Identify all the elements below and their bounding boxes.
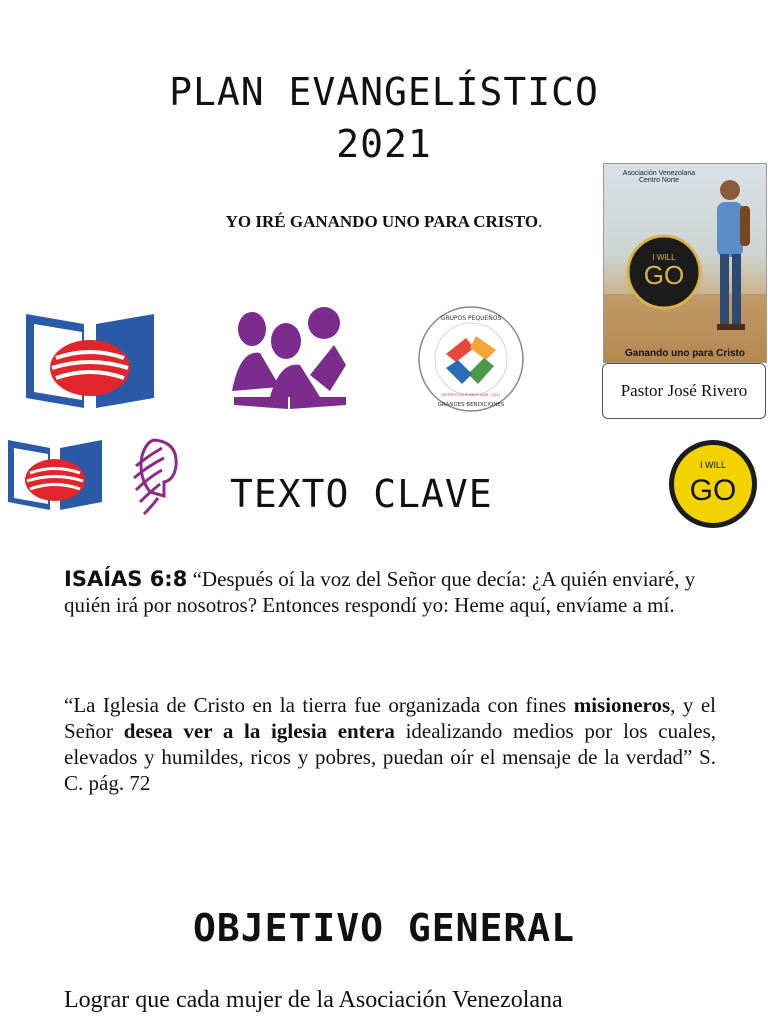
- cover-org-line2: Centro Norte: [638, 177, 680, 184]
- objective-heading: OBJETIVO GENERAL: [192, 906, 576, 950]
- small-groups-logo: [416, 304, 526, 414]
- badge-small-text: I WILL: [699, 460, 727, 470]
- women-ministry-logo: [128, 436, 182, 526]
- groups-logo-bottom-text: GRANDES BENDICIONES: [437, 402, 505, 408]
- quote-bold-2: desea ver a la iglesia entera: [123, 719, 395, 743]
- quote-text-1: “La Iglesia de Cristo en la tierra fue organizada con fines: [64, 693, 574, 717]
- quote-text-2: , y el Señor: [64, 693, 716, 743]
- cover-logo-big-text: GO: [643, 260, 685, 290]
- tagline-text: YO IRÉ GANANDO UNO PARA CRISTO: [225, 212, 539, 231]
- pastor-name: Pastor José Rivero: [602, 363, 766, 419]
- badge-big-text: GO: [689, 474, 737, 507]
- key-verse: [64, 566, 716, 618]
- i-will-go-badge: [667, 438, 759, 530]
- tagline-period: .: [538, 212, 543, 231]
- family-ministry-logo: [230, 305, 348, 417]
- groups-logo-top-text: GRUPOS PEQUEÑOS: [440, 315, 502, 322]
- cover-org-line1: Asociación Venezolana: [622, 170, 696, 177]
- adventist-church-logo: [24, 310, 156, 412]
- quote-text-3: idealizando medios por los cuales, elevados y humildes, ricos y pobres, puedan oír el mensaje de la verdad” S. C. pág. 72: [64, 719, 716, 795]
- quote-bold-1: misioneros: [573, 693, 671, 717]
- adventist-church-logo-small: [6, 436, 104, 514]
- objective-text: Lograr que cada mujer de la Asociación Venezolana: [64, 987, 563, 1013]
- key-text-heading: TEXTO CLAVE: [230, 472, 493, 516]
- page-title-line1: PLAN EVANGELÍSTICO: [169, 70, 599, 114]
- verse-reference: ISAÍAS 6:8: [64, 567, 188, 591]
- page-title-line2: 2021: [336, 122, 432, 166]
- book-cover: [603, 163, 767, 363]
- quote-paragraph: [64, 692, 716, 796]
- cover-logo-small-text: I WILL: [652, 253, 676, 262]
- groups-logo-middle-text: DISTRITO DE PUERTO AJAR · 2021: [441, 393, 501, 397]
- i-will-go-cover-logo: [624, 232, 704, 312]
- verse-text: “Después oí la voz del Señor que decía: ¿A quién enviaré, y quién irá por nosotros? Entonces respondí yo: Heme aquí, envíame a mí.: [64, 567, 696, 617]
- cover-caption: Ganando uno para Cristo: [624, 348, 745, 359]
